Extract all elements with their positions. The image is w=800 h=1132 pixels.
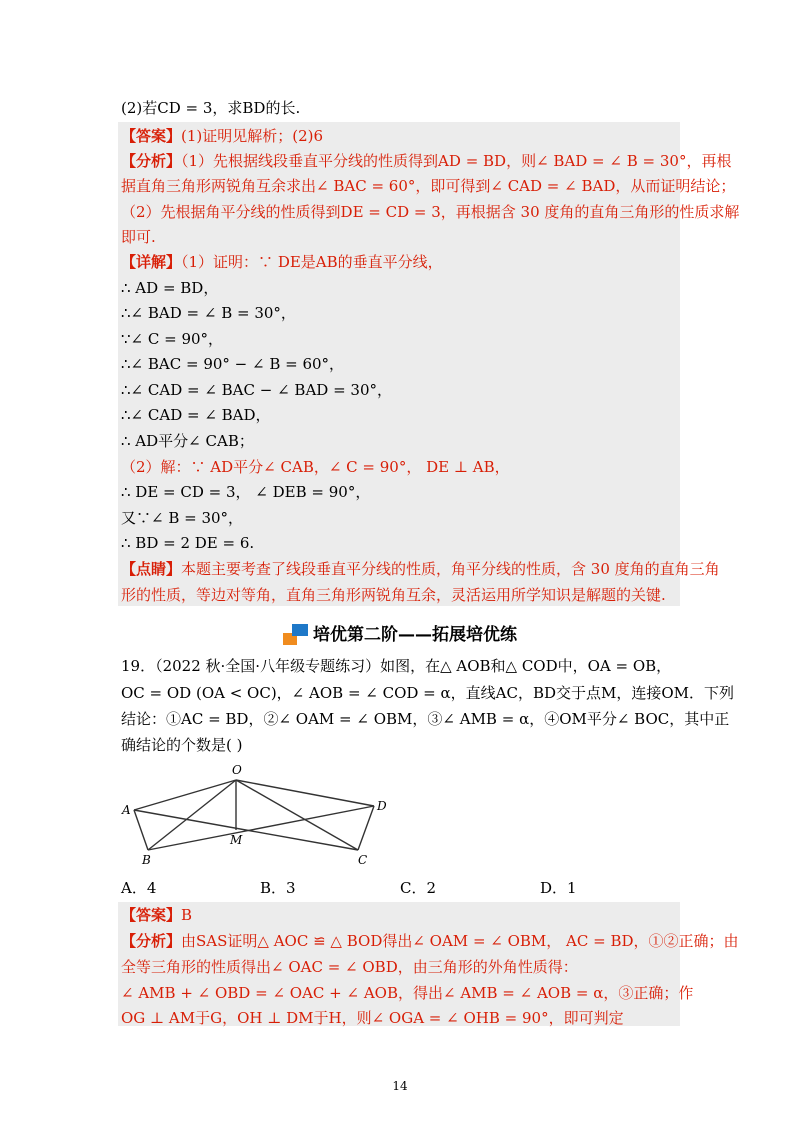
- label-m: M: [230, 833, 243, 847]
- answer-2: [121, 903, 192, 927]
- analysis-tag: 【分析】: [121, 152, 182, 170]
- section-title-text: 培优第二阶——拓展培优练: [313, 625, 517, 645]
- answer-text: (1)证明见解析；(2)6: [181, 127, 324, 145]
- comment-line-0: [121, 557, 720, 581]
- analysis-text: （1）先根据线段垂直平分线的性质得到AD = BD，则∠ BAD = ∠ B = 30°，再根: [181, 152, 732, 170]
- option-a: A．4: [121, 879, 157, 897]
- label-a: A: [122, 803, 131, 817]
- comment-line-1: 形的性质，等边对等角，直角三角形两锐角互余，灵活运用所学知识是解题的关键.: [121, 586, 666, 604]
- detail-first-line: [121, 250, 443, 274]
- analysis-1-line-0: [121, 149, 731, 173]
- analysis-2-text: 由SAS证明△ AOC ≌ △ BOD得出∠ OAM = ∠ OBM， AC = BD，①②正确；由: [181, 932, 739, 950]
- answer-1: [121, 124, 323, 148]
- analysis-2-tag: 【分析】: [121, 932, 182, 950]
- label-c: C: [358, 853, 368, 867]
- section-title: [0, 622, 800, 648]
- question-part-2: (2)若CD = 3，求BD的长.: [121, 99, 301, 117]
- segment-oa: [134, 780, 236, 810]
- analysis-2-line-2: ∠ AMB + ∠ OBD = ∠ OAC + ∠ AOB，得出∠ AMB = ∠ AOB = α，③正确；作: [121, 984, 694, 1002]
- segment-bd: [148, 806, 374, 850]
- analysis-2-line-0: [121, 929, 739, 953]
- comment-text: 本题主要考查了线段垂直平分线的性质，角平分线的性质，含 30 度角的直角三角: [181, 560, 720, 578]
- option-c: C．2: [400, 879, 437, 897]
- label-b: B: [142, 853, 151, 867]
- detail-tag: 【详解】: [121, 253, 182, 271]
- section-badge-icon: [283, 624, 309, 646]
- segment-od: [236, 780, 374, 806]
- label-o: O: [232, 763, 242, 777]
- detail-line-2: ∵∠ C = 90°，: [121, 330, 224, 348]
- detail-line-4: ∴∠ CAD = ∠ BAC − ∠ BAD = 30°，: [121, 381, 393, 399]
- detail-line-5: ∴∠ CAD = ∠ BAD，: [121, 406, 271, 424]
- q19-line-0: 19．（2022 秋·全国·八年级专题练习）如图，在△ AOB和△ COD中，OA = OB，: [121, 657, 672, 675]
- q19-line-2: 结论：①AC = BD，②∠ OAM = ∠ OBM，③∠ AMB = α，④OM平分∠ BOC，其中正: [121, 710, 730, 728]
- q19-line-1: OC = OD (OA < OC)，∠ AOB = ∠ COD = α，直线AC，BD交于点M，连接OM．下列: [121, 684, 735, 702]
- detail-line-10: ∴ BD = 2 DE = 6.: [121, 534, 255, 552]
- label-d: D: [377, 799, 387, 813]
- detail-line-6: ∴ AD平分∠ CAB；: [121, 432, 254, 450]
- analysis-2-line-3: OG ⊥ AM于G，OH ⊥ DM于H，则∠ OGA = ∠ OHB = 90°，即可判定: [121, 1009, 624, 1027]
- detail-line-0: ∴ AD = BD，: [121, 279, 219, 297]
- comment-tag: 【点睛】: [121, 560, 182, 578]
- answer-2-text: B: [181, 906, 193, 924]
- detail-line-9: 又∵∠ B = 30°，: [121, 509, 244, 527]
- segment-cd: [358, 806, 374, 850]
- analysis-1-line-1: 据直角三角形两锐角互余求出∠ BAC = 60°，即可得到∠ CAD = ∠ BAD，从而证明结论；: [121, 177, 736, 195]
- detail-line-7: （2）解：∵ AD平分∠ CAB，∠ C = 90°， DE ⊥ AB，: [121, 458, 510, 476]
- q19-line-3: 确结论的个数是( ): [121, 736, 243, 754]
- detail-line-3: ∴∠ BAC = 90° − ∠ B = 60°，: [121, 355, 345, 373]
- geometry-figure: [118, 762, 398, 870]
- analysis-2-line-1: 全等三角形的性质得出∠ OAC = ∠ OBD，由三角形的外角性质得：: [121, 958, 578, 976]
- answer-tag: 【答案】: [121, 127, 182, 145]
- detail-first-text: （1）证明：∵ DE是AB的垂直平分线，: [181, 253, 443, 271]
- detail-line-1: ∴∠ BAD = ∠ B = 30°，: [121, 304, 296, 322]
- detail-line-8: ∴ DE = CD = 3， ∠ DEB = 90°，: [121, 483, 371, 501]
- segment-ab: [134, 810, 148, 850]
- answer-2-tag: 【答案】: [121, 906, 182, 924]
- option-d: D．1: [540, 879, 577, 897]
- option-b: B．3: [260, 879, 296, 897]
- analysis-1-line-3: 即可.: [121, 228, 156, 246]
- page-number: 14: [392, 1079, 408, 1093]
- analysis-1-line-2: （2）先根据角平分线的性质得到DE = CD = 3，再根据含 30 度角的直角三角形的性质求解: [121, 203, 740, 221]
